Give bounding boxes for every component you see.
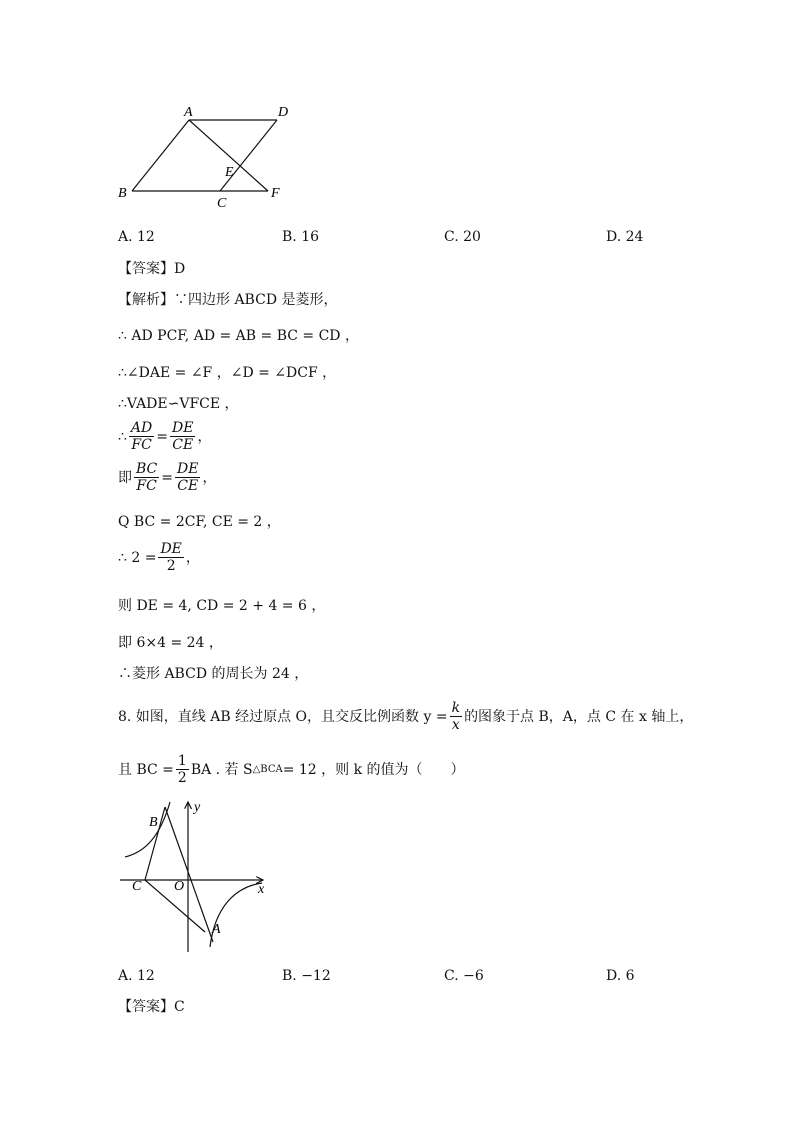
q8-point-O: O bbox=[174, 879, 185, 894]
q8-option-c: C. −6 bbox=[444, 968, 484, 984]
fraction-ad-fc bbox=[129, 420, 154, 453]
q7-point-B: B bbox=[118, 186, 127, 201]
q8-point-B: B bbox=[149, 815, 158, 830]
q8-stem-line2 bbox=[118, 753, 465, 786]
fraction-denominator: 2 bbox=[166, 558, 176, 574]
q8-answer: 【答案】C bbox=[118, 999, 185, 1015]
q7-option-a: A. 12 bbox=[118, 229, 155, 245]
q8-option-b: B. −12 bbox=[282, 968, 331, 984]
line5-suffix: ， bbox=[197, 428, 212, 445]
q7-analysis-line2: ∴ AD PCF, AD = AB = BC = CD ， bbox=[118, 328, 359, 344]
line6-prefix: 即 bbox=[118, 469, 132, 486]
q7-analysis-line3: ∴∠DAE = ∠F ，∠D = ∠DCF ， bbox=[118, 365, 337, 381]
q7-option-b: B. 16 bbox=[282, 229, 320, 245]
stem-text-b: 的图象于点 B，A，点 C 在 x 轴上， bbox=[464, 708, 694, 725]
hyperbola-branch-left bbox=[125, 802, 170, 857]
fraction-de-ce bbox=[175, 461, 200, 494]
q7-figure bbox=[110, 100, 310, 210]
fraction-numerator: DE bbox=[177, 461, 199, 477]
fraction-denominator: FC bbox=[136, 478, 157, 494]
q7-analysis-line1 bbox=[118, 291, 338, 309]
q8-option-d: D. 6 bbox=[606, 968, 635, 984]
line8-suffix: ， bbox=[185, 549, 200, 566]
line8-prefix: ∴ 2 = bbox=[118, 549, 157, 566]
fraction-denominator: CE bbox=[172, 437, 194, 453]
fraction-numerator: DE bbox=[160, 541, 182, 557]
q7-analysis-line6 bbox=[118, 461, 216, 494]
stem-text-a: 8. 如图，直线 AB 经过原点 O，且交反比例函数 y = bbox=[118, 708, 448, 725]
stem-text-a: 且 BC = bbox=[118, 761, 174, 778]
equals-sign: = bbox=[161, 469, 173, 486]
segment-AB bbox=[132, 120, 189, 191]
fraction-denominator: CE bbox=[177, 478, 199, 494]
fraction-numerator: DE bbox=[172, 420, 194, 436]
fraction-de-2 bbox=[158, 541, 183, 574]
fraction-denominator: x bbox=[451, 717, 460, 733]
analysis-label: 【解析】 bbox=[118, 292, 174, 308]
hyperbola-branch-right bbox=[210, 883, 262, 947]
q8-figure bbox=[115, 797, 275, 957]
q7-option-d: D. 24 bbox=[606, 229, 644, 245]
q7-analysis-line7: Q BC = 2CF, CE = 2 ， bbox=[118, 514, 281, 530]
fraction-bc-fc bbox=[134, 461, 159, 494]
line6-suffix: ， bbox=[202, 469, 217, 486]
q7-analysis-line8 bbox=[118, 541, 200, 574]
q7-answer: 【答案】D bbox=[118, 261, 186, 277]
q7-point-C: C bbox=[217, 196, 227, 210]
fraction-k-x bbox=[450, 700, 462, 733]
q7-analysis-line11: ∴菱形 ABCD 的周长为 24 ， bbox=[118, 666, 309, 682]
q8-axis-x-label: x bbox=[258, 882, 265, 897]
line5-prefix: ∴ bbox=[118, 428, 127, 445]
q7-point-D: D bbox=[278, 105, 289, 120]
area-subscript: △BCA bbox=[252, 763, 283, 775]
fraction-denominator: 2 bbox=[177, 770, 187, 786]
line-BA bbox=[165, 807, 213, 942]
stem-text-c: = 12 ，则 k 的值为（ ） bbox=[282, 761, 465, 778]
q7-analysis-line10: 即 6×4 = 24 ， bbox=[118, 635, 223, 651]
fraction-numerator: k bbox=[451, 700, 461, 716]
analysis-text: ∵四边形 ABCD 是菱形， bbox=[174, 292, 338, 308]
fraction-denominator: FC bbox=[131, 437, 152, 453]
q8-axis-y-label: y bbox=[194, 800, 201, 815]
q8-point-A: A bbox=[212, 922, 221, 937]
equals-sign: = bbox=[156, 428, 168, 445]
fraction-one-half bbox=[176, 753, 189, 786]
q7-point-E: E bbox=[225, 165, 234, 180]
fraction-numerator: BC bbox=[136, 461, 158, 477]
stem-text-b: BA . 若 S bbox=[190, 761, 253, 778]
q7-option-c: C. 20 bbox=[444, 229, 481, 245]
q7-point-A: A bbox=[184, 105, 193, 120]
q7-analysis-line9: 则 DE = 4, CD = 2 + 4 = 6 ， bbox=[118, 598, 326, 614]
q8-stem-line1 bbox=[118, 700, 693, 733]
fraction-numerator: 1 bbox=[177, 753, 187, 769]
q8-point-C: C bbox=[132, 879, 142, 894]
q7-analysis-line5 bbox=[118, 420, 211, 453]
fraction-numerator: AD bbox=[130, 420, 153, 436]
q8-option-a: A. 12 bbox=[118, 968, 155, 984]
q7-analysis-line4: ∴VADE∽VFCE ， bbox=[118, 396, 239, 412]
q7-point-F: F bbox=[271, 186, 280, 201]
fraction-de-ce bbox=[170, 420, 195, 453]
